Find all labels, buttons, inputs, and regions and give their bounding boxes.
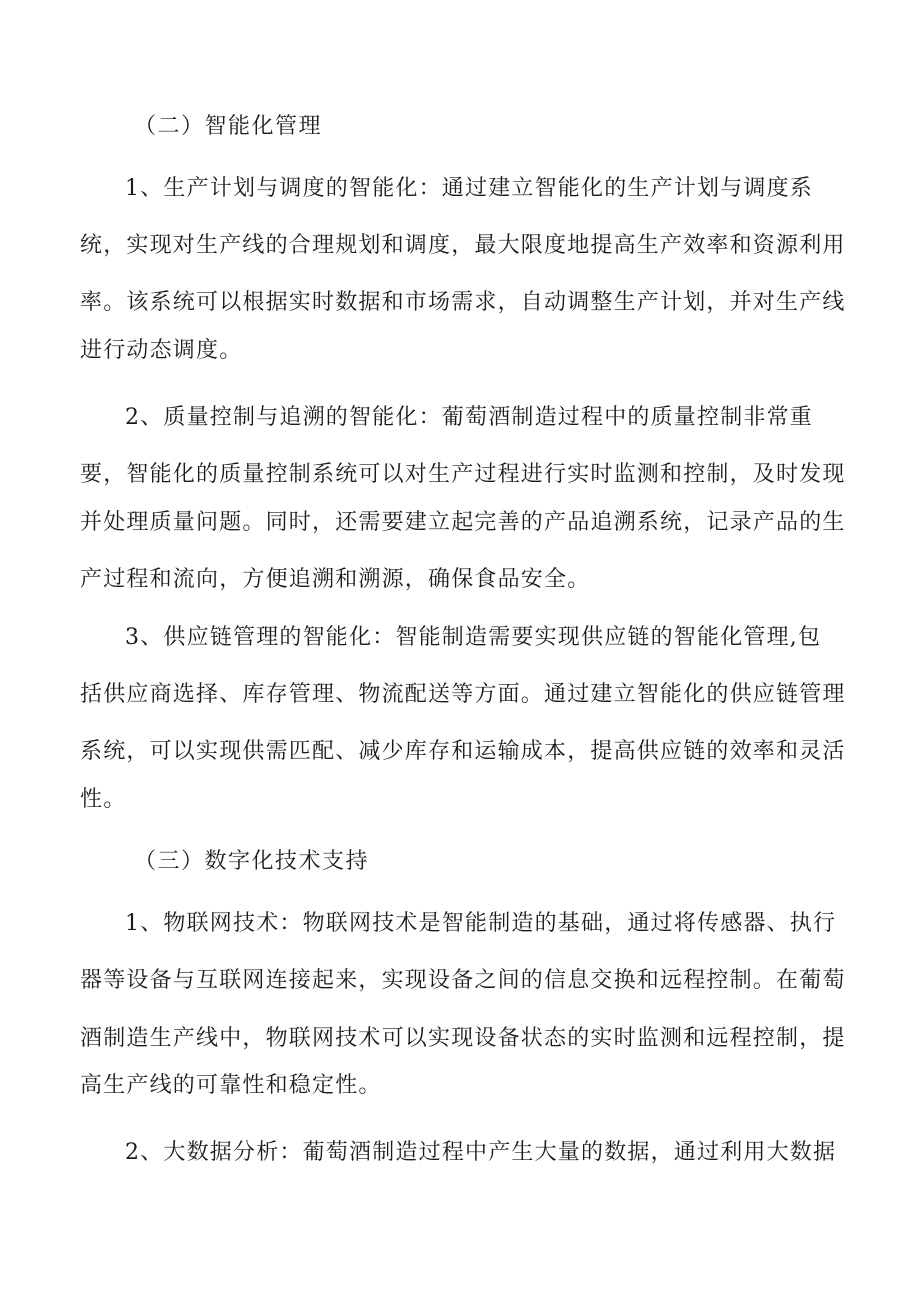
section-heading: （三）数字化技术支持 xyxy=(134,849,370,874)
paragraph-line: 性。 xyxy=(80,787,127,812)
paragraph-line: 统，实现对生产线的合理规划和调度，最大限度地提高生产效率和资源利用 xyxy=(80,233,846,258)
paragraph-line: 产过程和流向，方便追溯和溯源，确保食品安全。 xyxy=(80,567,591,592)
paragraph-line: 3、供应链管理的智能化：智能制造需要实现供应链的智能化管理,包 xyxy=(125,625,822,650)
paragraph-line: 2、大数据分析：葡萄酒制造过程中产生大量的数据，通过利用大数据 xyxy=(125,1140,837,1165)
paragraph-line: 率。该系统可以根据实时数据和市场需求，自动调整生产计划，并对生产线 xyxy=(80,290,846,315)
paragraph-line: 器等设备与互联网连接起来，实现设备之间的信息交换和远程控制。在葡萄 xyxy=(80,968,846,993)
paragraph-line: 2、质量控制与追溯的智能化：葡萄酒制造过程中的质量控制非常重 xyxy=(125,405,813,430)
paragraph-line: 系统，可以实现供需匹配、减少库存和运输成本，提高供应链的效率和灵活 xyxy=(80,739,846,764)
section-heading: （二）智能化管理 xyxy=(134,114,323,139)
paragraph-line: 酒制造生产线中，物联网技术可以实现设备状态的实时监测和远程控制，提 xyxy=(80,1026,846,1051)
paragraph-line: 1、生产计划与调度的智能化：通过建立智能化的生产计划与调度系 xyxy=(125,176,813,201)
paragraph-line: 1、物联网技术：物联网技术是智能制造的基础，通过将传感器、执行 xyxy=(125,911,837,936)
paragraph-line: 进行动态调度。 xyxy=(80,338,243,363)
paragraph-line: 要，智能化的质量控制系统可以对生产过程进行实时监测和控制，及时发现 xyxy=(80,462,846,487)
paragraph-line: 高生产线的可靠性和稳定性。 xyxy=(80,1073,382,1098)
paragraph-line: 括供应商选择、库存管理、物流配送等方面。通过建立智能化的供应链管理 xyxy=(80,682,846,707)
paragraph-line: 并处理质量问题。同时，还需要建立起完善的产品追溯系统，记录产品的生 xyxy=(80,510,846,535)
